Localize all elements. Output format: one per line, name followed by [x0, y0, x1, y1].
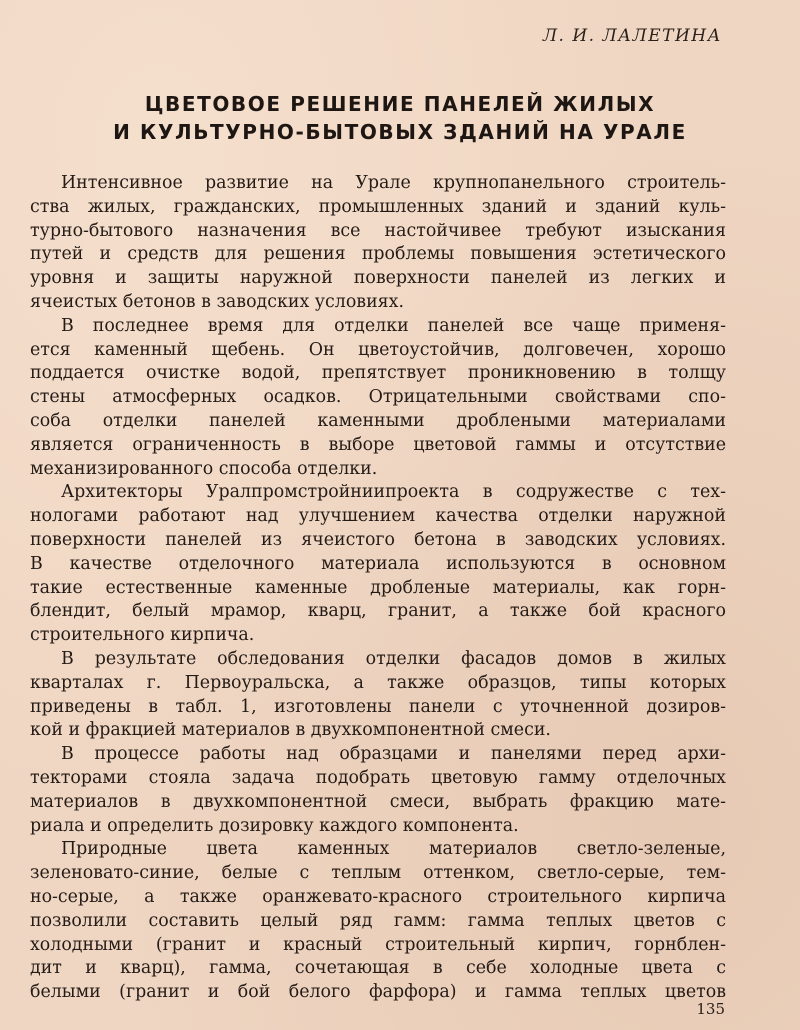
paragraph	[30, 838, 726, 1005]
text-line: блендит, белый мрамор, кварц, гранит, а также бой красного	[30, 601, 726, 622]
text-line: поддается очистке водой, препятствует проникновению в толщу	[30, 363, 726, 384]
text-line: стены атмосферных осадков. Отрицательными свойствами спо-	[30, 387, 726, 408]
text-line: уровня и защиты наружной поверхности панелей из легких и	[30, 268, 726, 289]
text-line: В качестве отделочного материала используются в основном	[30, 553, 726, 574]
text-line: Интенсивное развитие на Урале крупнопанельного строитель-	[61, 173, 726, 193]
text-line: холодными (гранит и красный строительный кирпич, горнблен-	[30, 934, 726, 955]
article-title	[40, 90, 760, 146]
text-line: текторами стояла задача подобрать цветовую гамму отделочных	[30, 767, 726, 788]
text-line: кварталах г. Первоуральска, а также образцов, типы которых	[30, 672, 726, 693]
text-line: В последнее время для отделки панелей все чаще применя-	[61, 315, 726, 336]
text-line: белыми (гранит и бой белого фарфора) и гамма теплых цветов	[30, 982, 726, 1003]
paragraph	[30, 172, 726, 315]
text-line: Природные цвета каменных материалов светло-зеленые,	[61, 839, 726, 860]
page-number: 135	[696, 1000, 725, 1018]
paragraph	[30, 315, 726, 482]
text-line: турно-бытового назначения все настойчивее требуют изыскания	[30, 220, 726, 241]
text-line: нологами работают над улучшением качества отделки наружной	[30, 506, 726, 527]
text-line: кой и фракцией материалов в двухкомпонентной смеси.	[30, 720, 551, 741]
paragraph	[30, 481, 726, 648]
text-line: В процессе работы над образцами и панелями перед архи-	[61, 744, 726, 765]
title-line: И КУЛЬТУРНО-БЫТОВЫХ ЗДАНИЙ НА УРАЛЕ	[113, 120, 687, 144]
text-line: ства жилых, гражданских, промышленных зданий и зданий куль-	[30, 196, 726, 217]
text-line: такие естественные каменные дробленые материалы, как горн-	[30, 577, 726, 598]
text-line: зеленовато-синие, белые с теплым оттенком, светло-серые, тем-	[30, 863, 726, 884]
text-line: ется каменный щебень. Он цветоустойчив, долговечен, хорошо	[30, 339, 726, 360]
text-line: приведены в табл. 1, изготовлены панели с уточненной дозиров-	[30, 696, 726, 717]
running-head-author: Л. И. ЛАЛЕТИНА	[542, 26, 722, 46]
text-line: В результате обследования отделки фасадов домов в жилых	[61, 648, 726, 669]
text-line: механизированного способа отделки.	[30, 458, 378, 479]
text-line: дит и кварц), гамма, сочетающая в себе холодные цвета с	[30, 958, 726, 979]
text-line: поверхности панелей из ячеистого бетона в заводских условиях.	[30, 529, 726, 550]
text-line: позволили составить целый ряд гамм: гамма теплых цветов с	[30, 910, 726, 931]
text-line: путей и средств для решения проблемы повышения эстетического	[30, 244, 726, 265]
paragraph	[30, 743, 726, 838]
text-line: Архитекторы Уралпромстройниипроекта в содружестве с тех-	[61, 482, 726, 503]
article-body	[30, 172, 726, 1005]
text-line: ячеистых бетонов в заводских условиях.	[30, 291, 404, 312]
text-line: но-серые, а также оранжевато-красного строительного кирпича	[30, 886, 726, 907]
text-line: риала и определить дозировку каждого компонента.	[30, 815, 519, 836]
text-line: строительного кирпича.	[30, 625, 255, 646]
text-line: является ограниченность в выборе цветовой гаммы и отсутствие	[30, 434, 726, 455]
text-line: соба отделки панелей каменными дроблеными материалами	[30, 410, 726, 431]
title-line: ЦВЕТОВОЕ РЕШЕНИЕ ПАНЕЛЕЙ ЖИЛЫХ	[144, 92, 656, 116]
text-line: материалов в двухкомпонентной смеси, выбрать фракцию мате-	[30, 791, 726, 812]
paragraph	[30, 648, 726, 743]
